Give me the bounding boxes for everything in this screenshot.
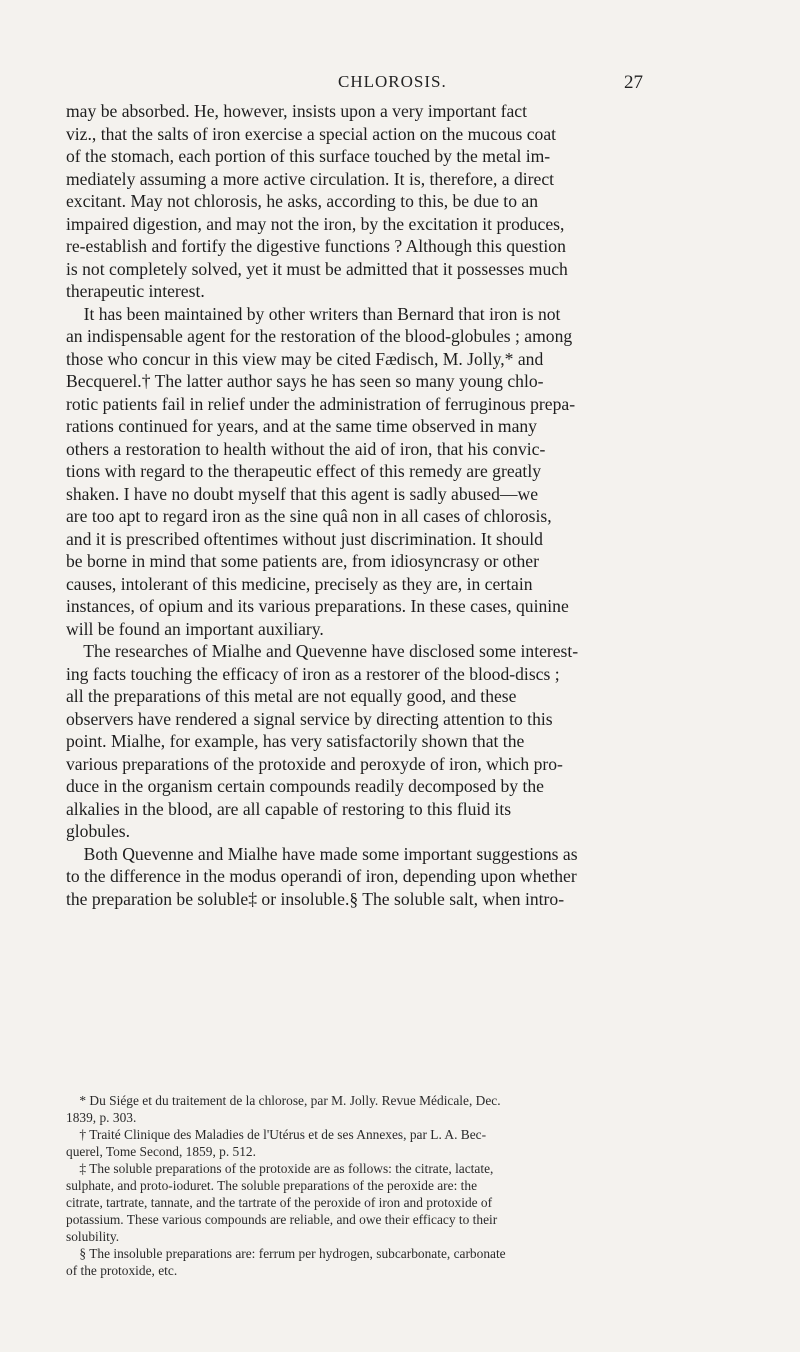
page-number: 27 [624,72,643,93]
footnotes: * Du Siége et du traitement de la chlorose, par M. Jolly. Revue Médicale, Dec. 1839, p. 303. † Traité Clinique des Maladies de l'Utérus et de ses Annexes, par L. A. Bec- querel, Tome Second, 1859, p. 512. ‡ The soluble preparations of the protoxide are as follows: the citrate, lactate, sulphate, and proto-ioduret. The soluble preparations of the peroxide are: the citrate, tartrate, tannate, and the tartrate of the peroxide of iron and protoxide of potassium. These various compounds are reliable, and owe their efficacy to their solubility. § The insoluble preparations are: ferrum per hydrogen, subcarbonate, carbonate of the protoxide, etc. [66,1093,506,1278]
body-text: may be absorbed. He, however, insists upon a very important fact viz., that the salts of iron exercise a special action on the mucous coat of the stomach, each portion of this surface touched by the metal im- mediately assuming a more active circulation. It is, therefore, a direct excitant. May not chlorosis, he asks, according to this, be due to an impaired digestion, and may not the iron, by the excitation it produces, re-establish and fortify the digestive functions ? Although this question is not completely solved, yet it must be admitted that it possesses much therapeutic interest. It has been maintained by other writers than Bernard that iron is not an indispensable agent for the restoration of the blood-globules ; among those who concur in this view may be cited Fædisch, M. Jolly,* and Becquerel.† The latter author says he has seen so many young chlo- rotic patients fail in relief under the administration of ferruginous prepa- rations continued for years, and at the same time observed in many others a restoration to health without the aid of iron, that his convic- tions with regard to the therapeutic effect of this remedy are greatly shaken. I have no doubt myself that this agent is sadly abused—we are too apt to regard iron as the sine quâ non in all cases of chlorosis, and it is prescribed oftentimes without just discrimination. It should be borne in mind that some patients are, from idiosyncrasy or other causes, intolerant of this medicine, precisely as they are, in certain instances, of opium and its various preparations. In these cases, quinine will be found an important auxiliary. The researches of Mialhe and Quevenne have disclosed some interest- ing facts touching the efficacy of iron as a restorer of the blood-discs ; all the preparations of this metal are not equally good, and these observers have rendered a signal service by directing attention to this point. Mialhe, for example, has very satisfactorily shown that the various preparations of the protoxide and peroxyde of iron, which pro- duce in the organism certain compounds readily decomposed by the alkalies in the blood, are all capable of restoring to this fluid its globules. Both Quevenne and Mialhe have made some important suggestions as to the difference in the modus operandi of iron, depending upon whether the preparation be soluble‡ or insoluble.§ The soluble salt, when intro- [66,101,579,909]
running-title: CHLOROSIS. [338,72,447,91]
